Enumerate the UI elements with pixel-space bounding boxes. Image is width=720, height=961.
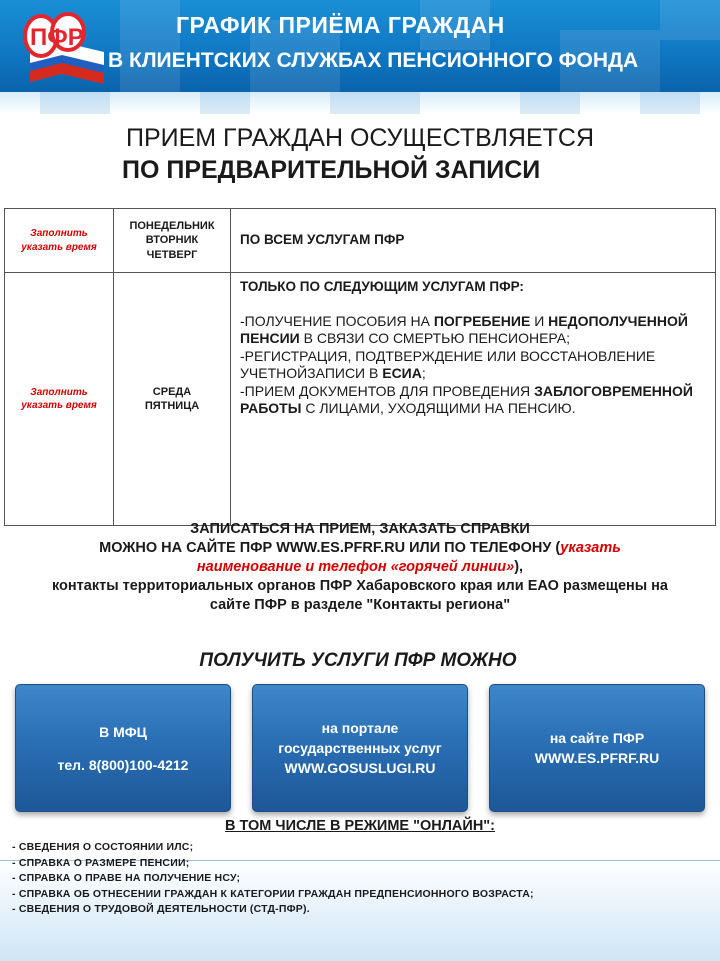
card-title: В МФЦ: [99, 723, 147, 740]
contact-block: [0, 520, 720, 615]
day-label: СРЕДА: [152, 385, 192, 398]
services-title: ТОЛЬКО ПО СЛЕДУЮЩИМ УСЛУГАМ ПФР:: [240, 279, 524, 294]
header-title-line1: ГРАФИК ПРИЁМА ГРАЖДАН: [176, 12, 505, 38]
contact-line: контакты территориальных органов ПФР Хабаровского края или ЕАО размещены на: [51, 578, 668, 594]
header-banner: [0, 0, 720, 92]
service-item: -РЕГИСТРАЦИЯ, ПОДТВЕРЖДЕНИЕ ИЛИ ВОССТАНОВЛЕНИЕ УЧЕТНОЙЗАПИСИ В ЕСИА;: [240, 347, 656, 382]
hotline-placeholder: указать: [560, 540, 621, 556]
time-placeholder-line2: указать время: [21, 400, 97, 411]
time-cell: [5, 273, 114, 526]
schedule-row: [5, 209, 716, 273]
pfr-site-card: [489, 684, 705, 812]
card-link: WWW.ES.PFRF.RU: [534, 750, 660, 766]
schedule-table: [4, 208, 716, 526]
services-cell: [231, 209, 716, 273]
services-title: ПО ВСЕМ УСЛУГАМ ПФР: [240, 232, 405, 248]
day-label: ПОНЕДЕЛЬНИК: [129, 220, 215, 233]
hotline-placeholder: наименование и телефон «горячей линии»: [196, 559, 515, 575]
contact-line: сайте ПФР в разделе "Контакты региона": [209, 597, 511, 613]
day-label: ЧЕТВЕРГ: [146, 248, 198, 261]
time-placeholder-line1: Заполнить: [30, 386, 88, 398]
list-item: - СПРАВКА О РАЗМЕРЕ ПЕНСИИ;: [12, 856, 190, 869]
card-link: WWW.GOSUSLUGI.RU: [284, 760, 436, 776]
contact-line: ЗАПИСАТЬСЯ НА ПРИЕМ, ЗАКАЗАТЬ СПРАВКИ: [190, 521, 530, 537]
time-cell: [5, 209, 114, 273]
card-line: на сайте ПФР: [549, 730, 645, 746]
service-item: -ПОЛУЧЕНИЕ ПОСОБИЯ НА ПОГРЕБЕНИЕ И НЕДОПОЛУЧЕННОЙ ПЕНСИИ В СВЯЗИ СО СМЕРТЬЮ ПЕНСИОНЕРА;: [240, 312, 688, 347]
services-channels-title: ПОЛУЧИТЬ УСЛУГИ ПФР МОЖНО: [199, 650, 517, 671]
pfr-logo-icon: [8, 8, 108, 86]
time-placeholder-line2: указать время: [21, 241, 97, 253]
days-cell: [114, 273, 231, 526]
card-line: государственных услуг: [278, 740, 442, 756]
headline-line2: ПО ПРЕДВАРИТЕЛЬНОЙ ЗАПИСИ: [122, 156, 541, 184]
header-title-line2: В КЛИЕНТСКИХ СЛУЖБАХ ПЕНСИОННОГО ФОНДА: [108, 49, 639, 72]
online-services-list: [12, 840, 534, 918]
day-label: ВТОРНИК: [145, 234, 199, 247]
gosuslugi-card: [252, 684, 468, 812]
list-item: - СПРАВКА О ПРАВЕ НА ПОЛУЧЕНИЕ НСУ;: [12, 872, 241, 884]
online-title: В ТОМ ЧИСЛЕ В РЕЖИМЕ "ОНЛАЙН":: [225, 818, 495, 834]
card-line: на портале: [321, 720, 399, 736]
contact-line: наименование и телефон «горячей линии»),: [196, 559, 524, 575]
list-item: - СВЕДЕНИЯ О ТРУДОВОЙ ДЕЯТЕЛЬНОСТИ (СТД-ПФР).: [12, 903, 310, 915]
card-phone: тел. 8(800)100-4212: [57, 756, 189, 773]
schedule-row: [5, 273, 716, 526]
contact-line: МОЖНО НА САЙТЕ ПФР WWW.ES.PFRF.RU ИЛИ ПО ТЕЛЕФОНУ (указать: [99, 540, 621, 556]
time-placeholder-line1: Заполнить: [30, 228, 88, 239]
list-item: - СПРАВКА ОБ ОТНЕСЕНИИ ГРАЖДАН К КАТЕГОРИИ ГРАЖДАН ПРЕДПЕНСИОННОГО ВОЗРАСТА;: [12, 887, 534, 900]
service-item: -ПРИЕМ ДОКУМЕНТОВ ДЛЯ ПРОВЕДЕНИЯ ЗАБЛОГОВРЕМЕННОЙ РАБОТЫ С ЛИЦАМИ, УХОДЯЩИМИ НА ПЕНСИЮ.: [240, 382, 693, 417]
mfc-card: [15, 684, 231, 812]
logo-text: ПФР: [30, 24, 84, 51]
services-cell: [231, 273, 716, 526]
day-label: ПЯТНИЦА: [144, 400, 200, 412]
headline-line1: ПРИЕМ ГРАЖДАН ОСУЩЕСТВЛЯЕТСЯ: [125, 124, 595, 152]
header-tile-band: [0, 92, 720, 114]
days-cell: [114, 209, 231, 273]
list-item: - СВЕДЕНИЯ О СОСТОЯНИИ ИЛС;: [12, 841, 194, 853]
